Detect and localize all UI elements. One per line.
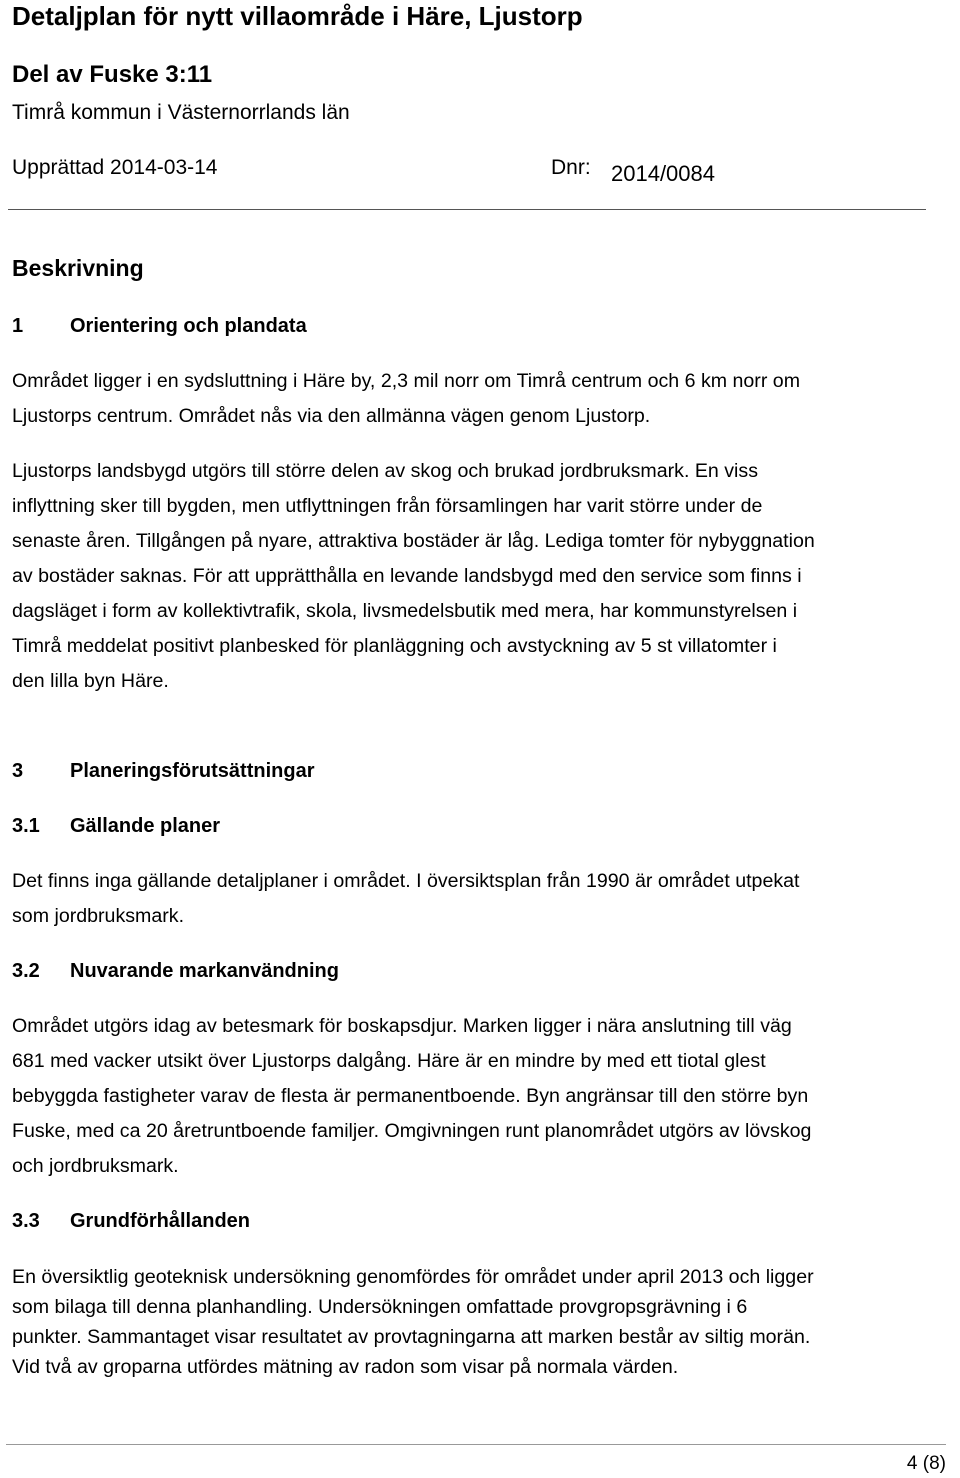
paragraph-line: Ljustorps landsbygd utgörs till större delen av skog och brukad jordbruksmark. En viss [12, 460, 759, 482]
paragraph-markanvandning [12, 1009, 947, 1184]
dnr-label: Dnr: [551, 156, 591, 179]
section-title: Planeringsförutsättningar [70, 760, 315, 782]
footer-divider [6, 1444, 946, 1445]
municipality-line: Timrå kommun i Västernorrlands län [12, 101, 350, 124]
paragraph-line: punkter. Sammantaget visar resultatet av provtagningarna att marken består av siltig morän. [12, 1326, 811, 1348]
document-title: Detaljplan för nytt villaområde i Häre, Ljustorp [12, 1, 583, 31]
description-heading: Beskrivning [12, 255, 144, 281]
paragraph-gallande-planer [12, 864, 947, 934]
paragraph-orientation [12, 364, 947, 434]
section-heading-3-3 [12, 1207, 250, 1235]
section-heading-3 [12, 757, 314, 785]
section-number: 3 [12, 760, 24, 782]
document-subtitle: Del av Fuske 3:11 [12, 61, 213, 88]
paragraph-line: 681 med vacker utsikt över Ljustorps dalgång. Häre är en mindre by med ett tiotal glest [12, 1050, 766, 1072]
section-title: Grundförhållanden [70, 1210, 250, 1232]
paragraph-line: dagsläget i form av kollektivtrafik, skola, livsmedelsbutik med mera, har kommunstyrelsen i [12, 600, 798, 622]
paragraph-line: som jordbruksmark. [12, 905, 185, 927]
created-date: Upprättad 2014-03-14 [12, 156, 218, 179]
paragraph-line: Området ligger i en sydsluttning i Häre by, 2,3 mil norr om Timrå centrum och 6 km norr om [12, 370, 801, 392]
paragraph-line: Fuske, med ca 20 åretruntboende familjer. Omgivningen runt planområdet utgörs av lövskog [12, 1120, 812, 1142]
section-title: Gällande planer [70, 815, 221, 837]
section-number: 3.3 [12, 1210, 40, 1232]
paragraph-line: den lilla byn Häre. [12, 670, 169, 692]
paragraph-line: Vid två av groparna utfördes mätning av radon som visar på normala värden. [12, 1356, 679, 1378]
section-number: 3.1 [12, 815, 40, 837]
dnr-value: 2014/0084 [611, 161, 715, 186]
paragraph-line: En översiktlig geoteknisk undersökning genomfördes för området under april 2013 och ligger [12, 1266, 814, 1288]
section-heading-1 [12, 312, 307, 340]
page-number: 4 (8) [906, 1453, 946, 1474]
paragraph-line: Timrå meddelat positivt planbesked för planläggning och avstyckning av 5 st villatomter i [12, 635, 777, 657]
header-divider [8, 209, 926, 210]
section-heading-3-2 [12, 957, 339, 985]
paragraph-grundforhallanden [12, 1262, 947, 1382]
paragraph-line: Ljustorps centrum. Området nås via den allmänna vägen genom Ljustorp. [12, 405, 651, 427]
section-number: 1 [12, 315, 24, 337]
section-title: Orientering och plandata [70, 315, 307, 337]
paragraph-line: Det finns inga gällande detaljplaner i området. I översiktsplan från 1990 är området utpekat [12, 870, 800, 892]
paragraph-landsbygd [12, 454, 947, 699]
section-title: Nuvarande markanvändning [70, 960, 339, 982]
paragraph-line: av bostäder saknas. För att upprätthålla en levande landsbygd med den service som finns i [12, 565, 802, 587]
paragraph-line: senaste åren. Tillgången på nyare, attraktiva bostäder är låg. Lediga tomter för nybyggnation [12, 530, 815, 552]
paragraph-line: inflyttning sker till bygden, men utflyttningen från församlingen har varit större under de [12, 495, 763, 517]
paragraph-line: och jordbruksmark. [12, 1155, 179, 1177]
paragraph-line: Området utgörs idag av betesmark för boskapsdjur. Marken ligger i nära anslutning till väg [12, 1015, 792, 1037]
paragraph-line: bebyggda fastigheter varav de flesta är permanentboende. Byn angränsar till den större byn [12, 1085, 809, 1107]
section-heading-3-1 [12, 812, 220, 840]
section-number: 3.2 [12, 960, 40, 982]
paragraph-line: som bilaga till denna planhandling. Undersökningen omfattade provgropsgrävning i 6 [12, 1296, 748, 1318]
